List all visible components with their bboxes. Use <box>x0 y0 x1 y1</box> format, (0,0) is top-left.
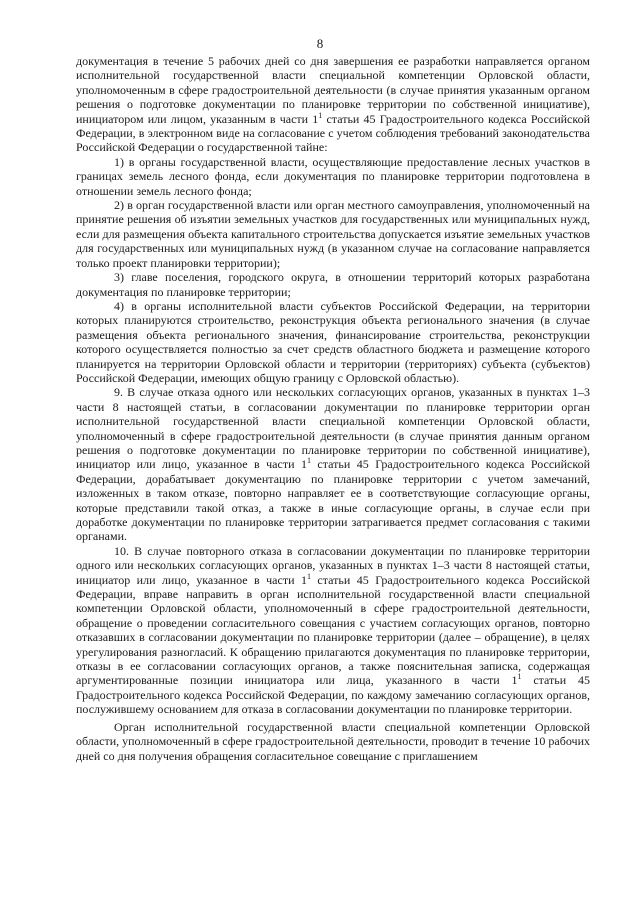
paragraph-continuation: документация в течение 5 рабочих дней со дня завершения ее разработки направляется органом исполнительной государственной власти специальной компетенции Орловской области, уполномоченным в сфере градостроительной деятельности (в случае принятия указанным органом решения о подготовке документации по планировке территории по собственной инициативе), инициатором или лицом, указанным в части $1^1$ статьи 45 Градостроительного кодекса Российской Федерации, в электронном виде на согласование с учетом соблюдения требований законодательства Российской Федерации о государственной тайне: <box>76 54 591 155</box>
clause-9: 9. В случае отказа одного или нескольких согласующих органов, указанных в пунктах 1–3 части 8 настоящей статьи, в согласовании документации по планировке территории орган исполнительной государственной власти специальной компетенции Орловской области, уполномоченный в сфере градостроительной деятельности (в случае принятия данным органом решения о подготовке документации по планировке территории по собственной инициативе), инициатор или лицо, указанное в части $1^1$ статьи 45 Градостроительного кодекса Российской Федерации, дорабатывает документацию по планировке территории с учетом замечаний, изложенных в таком отказе, повторно направляет ее в соответствующие согласующие органы, которые представили такой отказ, а также в иные согласующие органы, в случае если при доработке документации по планировке территории затрагивается предмет согласования с такими органами. <box>76 385 590 544</box>
superscript: 1 <box>306 456 311 466</box>
superscript: 1 <box>306 571 311 581</box>
superscript: 1 <box>318 110 323 120</box>
list-item-4: 4) в органы исполнительной власти субъектов Российской Федерации, на территории которых планируются строительство, реконструкция объекта регионального значения (в случае размещения объекта регионального значения, финансирование строительства, реконструкции которого осуществляется полностью за счет средств областного бюджета и размещение которого планируется на территории Орловской области и территории (территориях) субъекта (субъектов) Российской Федерации, имеющих общую границу с Орловской областью). <box>76 298 590 385</box>
superscript: 1 <box>517 672 522 682</box>
page-number: 8 <box>316 36 324 51</box>
clause-10: 10. В случае повторного отказа в согласовании документации по планировке территории одного или нескольких согласующих органов, указанных в пунктах 1–3 части 8 настоящей статьи, инициатор или лицо, указанное в части $1^1$ статьи 45 Градостроительного кодекса Российской Федерации, вправе направить в орган исполнительной государственной власти специальной компетенции Орловской области, уполномоченный в сфере градостроительной деятельности, обращение о проведении согласительного совещания с участием согласующих органов, повторно отказавших в согласовании документации по планировке территории (далее – обращение), в целях урегулирования разногласий. К обращению прилагаются документация по планировке территории, отказы в ее согласовании согласующих органов, а также пояснительная записка, содержащая аргументированные позиции инициатора или лица, указанного в части $1^1$ статьи 45 Градостроительного кодекса Российской Федерации, по каждому замечанию согласующих органов, послужившему основанием для отказа в согласовании документации по планировке территории. <box>76 543 590 717</box>
list-item-2: 2) в орган государственной власти или орган местного самоуправления, уполномоченный на принятие решения об изъятии земельных участков для государственных или муниципальных нужд, если для размещения объекта капитального строительства допускается изъятие земельных участков для государственных или муниципальных нужд (в указанном случае на согласование направляется только проект планировки территории); <box>76 198 590 270</box>
list-item-3: 3) главе поселения, городского округа, в отношении территорий которых разработана документация по планировке территории; <box>76 270 590 299</box>
clause-10-continuation: Орган исполнительной государственной власти специальной компетенции Орловской области, уполномоченный в сфере градостроительной деятельности, проводит в течение 10 рабочих дней со дня получения обращения согласительное совещание с приглашением <box>76 719 590 763</box>
list-item-1: 1) в органы государственной власти, осуществляющие предоставление лесных участков в границах земель лесного фонда, если документация по планировке территории подготовлена в отношении земель лесного фонда; <box>76 154 590 198</box>
document-body <box>76 54 590 763</box>
